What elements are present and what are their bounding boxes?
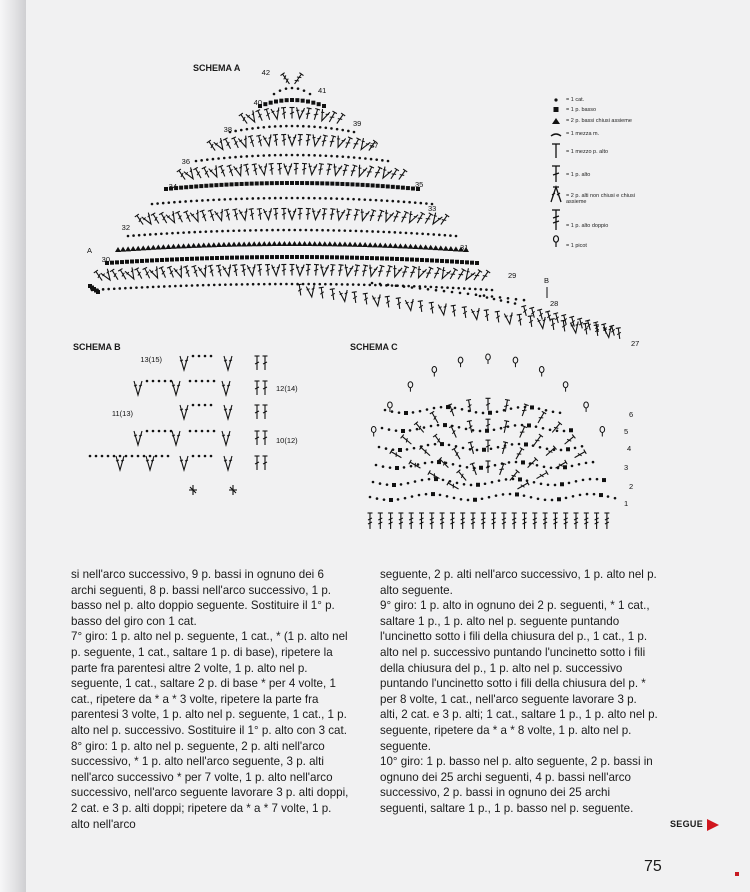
chain-dot bbox=[490, 447, 493, 450]
double-crochet-mark bbox=[573, 449, 586, 459]
paragraph: 8° giro: 1 p. alto nel p. seguente, 2 p. alti nell'arco successivo, * 1 p. alto nell'arco seguente, 3 p. alti nell'arco successivo * per 7 volte, 1 p. alto nell'arco successivo, nell'arco seguente lavorare 3 p. alti doppi, 2 cat. e 3 p. alti doppi; ripetere da * a * 7 volte, 1 p. alto nell'arco bbox=[71, 739, 349, 831]
picot-mark bbox=[600, 427, 605, 433]
double-crochet-mark bbox=[526, 457, 538, 469]
row-label: 2 bbox=[629, 482, 634, 491]
single-crochet-mark bbox=[563, 465, 567, 469]
chain-dot bbox=[439, 494, 442, 497]
single-crochet-mark bbox=[569, 428, 573, 432]
chain-dot bbox=[484, 482, 487, 485]
chain-dot bbox=[578, 463, 581, 466]
row-label: 3 bbox=[624, 463, 629, 472]
double-crochet-mark bbox=[500, 442, 508, 455]
chain-dot bbox=[585, 462, 588, 465]
treble-crochet-mark bbox=[398, 513, 403, 529]
chain-dot bbox=[535, 425, 538, 428]
dc2-not-closed-icon bbox=[551, 187, 561, 202]
chain-dot bbox=[563, 430, 566, 433]
chain-dot bbox=[386, 483, 389, 486]
chain-dot bbox=[461, 408, 464, 411]
chain-dot-icon bbox=[554, 98, 557, 101]
single-crochet-mark bbox=[599, 493, 603, 497]
chain-dot bbox=[428, 478, 431, 481]
chain-dot bbox=[579, 494, 582, 497]
chain-dot bbox=[572, 495, 575, 498]
chain-dot bbox=[452, 463, 455, 466]
chain-dot bbox=[453, 497, 456, 500]
chain-dot bbox=[448, 444, 451, 447]
treble-crochet-mark bbox=[501, 513, 506, 529]
legend-label: = 1 picot bbox=[566, 243, 587, 249]
chain-dot bbox=[382, 465, 385, 468]
single-crochet-mark bbox=[479, 466, 483, 470]
chain-dot bbox=[523, 494, 526, 497]
row-label: B bbox=[544, 276, 550, 285]
slip-stitch-icon bbox=[551, 134, 561, 136]
chain-dot bbox=[545, 409, 548, 412]
picot-mark bbox=[584, 402, 589, 408]
chain-dot bbox=[589, 478, 592, 481]
picot-mark bbox=[539, 367, 544, 373]
treble-crochet-mark bbox=[471, 513, 476, 529]
chain-dot bbox=[389, 466, 392, 469]
chain-dot bbox=[508, 461, 511, 464]
treble-crochet-icon bbox=[552, 210, 560, 230]
chain-dot bbox=[459, 465, 462, 468]
chain-dot bbox=[411, 495, 414, 498]
chain-dot bbox=[404, 497, 407, 500]
legend-label: = 1 cat. bbox=[566, 97, 585, 103]
row-label: A bbox=[87, 246, 93, 255]
corner-mark bbox=[735, 872, 739, 876]
chain-dot bbox=[544, 498, 547, 501]
double-crochet-mark bbox=[419, 446, 431, 458]
chain-dot bbox=[446, 495, 449, 498]
single-crochet-mark bbox=[389, 498, 393, 502]
picot-mark bbox=[486, 354, 491, 360]
chain-dot bbox=[454, 407, 457, 410]
chain-dot bbox=[398, 411, 401, 414]
single-crochet-icon bbox=[554, 107, 559, 112]
double-crochet-mark bbox=[508, 470, 520, 482]
single-crochet-mark bbox=[521, 460, 525, 464]
chain-dot bbox=[400, 483, 403, 486]
row-label: 33 bbox=[428, 204, 437, 213]
chain-dot bbox=[412, 411, 415, 414]
chain-dot bbox=[571, 465, 574, 468]
single-crochet-mark bbox=[473, 498, 477, 502]
treble-crochet-mark bbox=[532, 513, 537, 529]
chain-dot bbox=[419, 410, 422, 413]
row-label: 38 bbox=[223, 125, 232, 134]
chain-dot bbox=[503, 409, 506, 412]
row-label: 28 bbox=[550, 299, 559, 308]
chain-dot bbox=[481, 497, 484, 500]
half-double-icon bbox=[552, 144, 560, 158]
chain-dot bbox=[410, 465, 413, 468]
chain-dot bbox=[409, 429, 412, 432]
treble-crochet-mark bbox=[450, 513, 455, 529]
chain-dot bbox=[403, 466, 406, 469]
chain-dot bbox=[533, 481, 536, 484]
page-number: 75 bbox=[644, 858, 662, 875]
treble-crochet-mark bbox=[604, 513, 609, 529]
double-crochet-mark bbox=[449, 426, 458, 439]
treble-crochet-mark bbox=[512, 513, 517, 529]
single-crochet-mark bbox=[404, 411, 408, 415]
chain-dot bbox=[433, 407, 436, 410]
double-crochet-mark bbox=[536, 411, 546, 424]
chain-dot bbox=[568, 482, 571, 485]
paragraph: seguente, 2 p. alti nell'arco successivo, 1 p. alto nel p. alto seguente. bbox=[380, 568, 657, 597]
double-crochet-mark bbox=[457, 470, 469, 482]
treble-crochet-mark bbox=[481, 513, 486, 529]
chain-dot bbox=[543, 465, 546, 468]
row-label: 41 bbox=[318, 86, 327, 95]
chain-dot bbox=[479, 430, 482, 433]
treble-crochet-mark bbox=[460, 513, 465, 529]
double-crochet-mark bbox=[468, 442, 476, 455]
double-crochet-mark bbox=[401, 434, 413, 446]
chain-dot bbox=[586, 493, 589, 496]
picot-icon bbox=[554, 236, 559, 247]
double-crochet-mark bbox=[535, 470, 548, 480]
chain-dot bbox=[498, 479, 501, 482]
treble-crochet-mark bbox=[419, 513, 424, 529]
chain-dot bbox=[491, 481, 494, 484]
single-crochet-mark bbox=[557, 497, 561, 501]
treble-crochet-mark bbox=[553, 513, 558, 529]
picot-mark bbox=[432, 367, 437, 373]
chain-dot bbox=[581, 445, 584, 448]
chain-dot bbox=[607, 495, 610, 498]
single-crochet-mark bbox=[401, 429, 405, 433]
single-crochet-mark bbox=[488, 411, 492, 415]
single-crochet-mark bbox=[431, 492, 435, 496]
single-crochet-mark bbox=[443, 423, 447, 427]
chain-dot bbox=[593, 493, 596, 496]
double-crochet-mark bbox=[514, 448, 524, 461]
chain-dot bbox=[456, 482, 459, 485]
legend-label: = 2 p. bassi chiusi assieme bbox=[566, 118, 632, 124]
chain-dot bbox=[406, 448, 409, 451]
single-crochet-mark bbox=[395, 466, 399, 470]
treble-crochet-mark bbox=[563, 513, 568, 529]
double-crochet-mark bbox=[470, 463, 479, 476]
row-label: 40 bbox=[253, 98, 262, 107]
chain-dot bbox=[547, 483, 550, 486]
paragraph: 9° giro: 1 p. alto in ognuno dei 2 p. seguenti, * 1 cat., saltare 1 p., 1 p. alto nel p. seguente puntando l'uncinetto sotto i fili della chiusura del p., 1 cat., 1 p. alto nel p. successivo puntando l'uncinetto sotto i fili della chiusura del p., 1 p. alto nel p. successivo puntando l'uncinetto sotto i fili della chiusura del p. * per 8 volte, 1 cat., nell'arco seguente lavorare 3 p. alti, 2 cat. e 3 p. alti; 1 cat., saltare 1 p., 1 p. alto nel p. seguente, ripetere da * a * 8 volte, 1 p. alto nel p. seguente. bbox=[380, 599, 658, 753]
chain-dot bbox=[455, 445, 458, 448]
chain-dot bbox=[383, 498, 386, 501]
chain-dot bbox=[427, 444, 430, 447]
chain-dot bbox=[418, 494, 421, 497]
row-label: 5 bbox=[624, 427, 629, 436]
row-label: 37 bbox=[370, 141, 379, 150]
row-label: 10(12) bbox=[276, 436, 298, 445]
double-crochet-mark bbox=[516, 481, 529, 491]
chain-dot bbox=[388, 428, 391, 431]
schema-a-title: SCHEMA A bbox=[193, 63, 241, 73]
chain-dot bbox=[395, 429, 398, 432]
chain-dot bbox=[372, 481, 375, 484]
chain-dot bbox=[407, 482, 410, 485]
chain-dot bbox=[369, 496, 372, 499]
treble-crochet-mark bbox=[388, 513, 393, 529]
treble-crochet-mark bbox=[491, 513, 496, 529]
double-crochet-mark bbox=[486, 440, 491, 452]
single-crochet-mark bbox=[602, 478, 606, 482]
chain-dot bbox=[434, 443, 437, 446]
chain-dot bbox=[510, 407, 513, 410]
chain-dot bbox=[466, 466, 469, 469]
chain-dot bbox=[462, 447, 465, 450]
picot-mark bbox=[408, 382, 413, 388]
chain-dot bbox=[470, 484, 473, 487]
chain-dot bbox=[500, 427, 503, 430]
single-crochet-mark bbox=[560, 482, 564, 486]
chain-dot bbox=[549, 428, 552, 431]
double-crochet-mark bbox=[517, 426, 526, 439]
chain-dot bbox=[424, 462, 427, 465]
chain-dot bbox=[440, 406, 443, 409]
chain-dot bbox=[493, 428, 496, 431]
chain-dot bbox=[431, 461, 434, 464]
chain-dot bbox=[530, 496, 533, 499]
chain-dot bbox=[560, 449, 563, 452]
chain-dot bbox=[537, 497, 540, 500]
chain-dot bbox=[430, 425, 433, 428]
chain-dot bbox=[417, 463, 420, 466]
single-crochet-mark bbox=[482, 448, 486, 452]
chain-dot bbox=[375, 464, 378, 467]
treble-crochet-mark bbox=[440, 513, 445, 529]
chain-dot bbox=[552, 410, 555, 413]
treble-crochet-mark bbox=[584, 513, 589, 529]
continue-arrow-icon bbox=[707, 819, 719, 831]
chain-dot bbox=[546, 447, 549, 450]
chain-dot bbox=[472, 429, 475, 432]
double-crochet-mark bbox=[430, 411, 440, 424]
row-label: 12(14) bbox=[276, 384, 298, 393]
legend-label: = 1 p. alto bbox=[566, 172, 591, 178]
row-label: 27 bbox=[631, 339, 640, 348]
chain-dot bbox=[559, 411, 562, 414]
row-label: 35 bbox=[415, 180, 424, 189]
double-crochet-mark bbox=[563, 434, 575, 446]
chain-dot bbox=[465, 428, 468, 431]
treble-crochet-mark bbox=[522, 513, 527, 529]
sc2tog-icon bbox=[552, 118, 560, 124]
chain-dot bbox=[414, 480, 417, 483]
chain-dot bbox=[551, 499, 554, 502]
single-crochet-mark bbox=[476, 483, 480, 487]
chain-dot bbox=[614, 497, 617, 500]
chain-dot bbox=[376, 497, 379, 500]
single-crochet-mark bbox=[566, 447, 570, 451]
chain-dot bbox=[423, 426, 426, 429]
chain-dot bbox=[488, 496, 491, 499]
single-crochet-mark bbox=[530, 405, 534, 409]
row-label: 34 bbox=[168, 182, 177, 191]
chain-dot bbox=[511, 443, 514, 446]
chain-dot bbox=[463, 483, 466, 486]
chain-dot bbox=[592, 461, 595, 464]
paragraph: 7° giro: 1 p. alto nel p. seguente, 1 cat., * (1 p. alto nel p. seguente, 1 cat., saltare 1 p. di base), ripetere la parte fra parentesi altre 2 volte, 1 p. alto nel p. seguente, 1 cat., saltare 2 p. di base * per 4 volte, 1 cat., ripetere da * a * 3 volte, ripetere la parte fra parentesi 3 volte, 1 p. alto nel p. seguente, 1 cat., 1 p. alto nel p. successivo. Sostituire il 1° p. alto con 3 cat. bbox=[71, 630, 348, 737]
row-label: 31 bbox=[460, 243, 469, 252]
legend-label: = 1 mezza m. bbox=[566, 131, 600, 137]
row-label: 32 bbox=[121, 223, 130, 232]
single-crochet-mark bbox=[398, 448, 402, 452]
chain-dot bbox=[425, 493, 428, 496]
chain-dot bbox=[442, 479, 445, 482]
chain-dot bbox=[482, 412, 485, 415]
treble-crochet-mark bbox=[543, 513, 548, 529]
chain-dot bbox=[550, 466, 553, 469]
treble-crochet-mark bbox=[409, 513, 414, 529]
chain-dot bbox=[496, 410, 499, 413]
chain-dot bbox=[413, 447, 416, 450]
picot-mark bbox=[371, 427, 376, 433]
chain-dot bbox=[467, 499, 470, 502]
chain-dot bbox=[538, 407, 541, 410]
chain-dot bbox=[582, 479, 585, 482]
chain-dot bbox=[518, 443, 521, 446]
row-label: 29 bbox=[508, 271, 517, 280]
chain-dot bbox=[437, 424, 440, 427]
chain-dot bbox=[384, 409, 387, 412]
continue-label: SEGUE bbox=[670, 819, 704, 829]
row-label: 4 bbox=[627, 444, 632, 453]
row-label: 36 bbox=[181, 157, 190, 166]
picot-mark bbox=[563, 382, 568, 388]
double-crochet-mark bbox=[550, 422, 562, 434]
chain-dot bbox=[536, 464, 539, 467]
row-label: 39 bbox=[353, 119, 362, 128]
chain-dot bbox=[426, 408, 429, 411]
chain-dot bbox=[381, 427, 384, 430]
chain-dot bbox=[515, 461, 518, 464]
chain-dot bbox=[505, 478, 508, 481]
row-label: 11(13) bbox=[111, 409, 133, 418]
picot-mark bbox=[458, 357, 463, 363]
single-crochet-mark bbox=[524, 442, 528, 446]
single-crochet-mark bbox=[527, 423, 531, 427]
single-crochet-mark bbox=[515, 492, 519, 496]
row-label: 30 bbox=[101, 255, 110, 264]
chain-dot bbox=[385, 447, 388, 450]
chain-dot bbox=[397, 498, 400, 501]
treble-crochet-mark bbox=[368, 513, 373, 529]
chain-dot bbox=[497, 446, 500, 449]
paragraph: 10° giro: 1 p. basso nel p. alto seguente, 2 p. bassi in ognuno dei 25 archi seguenti, 4 p. bassi nell'arco successivo, 2 p. bassi in ognuno dei 25 archi seguenti, saltare 1 p., 1 p. basso nel p. seguente. bbox=[380, 755, 653, 815]
legend-label: = 1 p. alto doppio bbox=[566, 223, 609, 229]
chain-dot bbox=[495, 494, 498, 497]
treble-crochet-mark bbox=[378, 513, 383, 529]
chain-dot bbox=[540, 482, 543, 485]
chain-dot bbox=[556, 429, 559, 432]
chain-dot bbox=[565, 497, 568, 500]
schema-c-title: SCHEMA C bbox=[350, 342, 398, 352]
legend-label: = 1 p. basso bbox=[566, 107, 597, 113]
chain-dot bbox=[379, 482, 382, 485]
double-crochet-mark bbox=[486, 398, 491, 410]
chain-dot bbox=[517, 406, 520, 409]
row-label: 42 bbox=[261, 68, 270, 77]
chain-dot bbox=[494, 464, 497, 467]
chain-dot bbox=[596, 478, 599, 481]
double-crochet-icon bbox=[552, 166, 560, 182]
row-label: 6 bbox=[629, 410, 634, 419]
chain-dot bbox=[421, 479, 424, 482]
picot-mark bbox=[513, 357, 518, 363]
chain-dot bbox=[539, 446, 542, 449]
text-column-left bbox=[71, 567, 349, 832]
picot-mark bbox=[388, 402, 393, 408]
legend-label: = 2 p. alti non chiusi e chiusi assieme bbox=[566, 193, 635, 205]
chain-dot bbox=[476, 449, 479, 452]
row-label: 13(15) bbox=[140, 355, 162, 364]
paragraph: si nell'arco successivo, 9 p. bassi in ognuno dei 6 archi seguenti, 8 p. bassi nell'arco successivo, 1 p. basso nel p. alto doppio seguente. Sostituire il 1° p. basso del giro con 1 cat. bbox=[71, 568, 335, 628]
chain-dot bbox=[475, 411, 478, 414]
treble-crochet-mark bbox=[574, 513, 579, 529]
double-crochet-mark bbox=[452, 448, 462, 461]
chain-dot bbox=[554, 484, 557, 487]
chain-dot bbox=[575, 480, 578, 483]
legend-label: = 1 mezzo p. alto bbox=[566, 149, 609, 155]
schema-b-title: SCHEMA B bbox=[73, 342, 121, 352]
chain-dot bbox=[514, 424, 517, 427]
double-crochet-mark bbox=[532, 434, 543, 447]
single-crochet-mark bbox=[392, 483, 396, 487]
chain-dot bbox=[458, 426, 461, 429]
chain-dot bbox=[542, 427, 545, 430]
double-crochet-mark bbox=[520, 404, 529, 417]
chain-dot bbox=[416, 428, 419, 431]
chain-dot bbox=[391, 410, 394, 413]
double-crochet-mark bbox=[486, 461, 491, 473]
single-crochet-mark bbox=[518, 477, 522, 481]
row-label: 1 bbox=[624, 499, 629, 508]
chain-dot bbox=[509, 493, 512, 496]
treble-crochet-mark bbox=[594, 513, 599, 529]
chain-dot bbox=[460, 498, 463, 501]
chain-dot bbox=[574, 447, 577, 450]
treble-crochet-mark bbox=[429, 513, 434, 529]
chain-dot bbox=[502, 493, 505, 496]
text-column-right bbox=[380, 567, 658, 817]
double-crochet-mark bbox=[544, 446, 556, 458]
chain-dot bbox=[378, 446, 381, 449]
